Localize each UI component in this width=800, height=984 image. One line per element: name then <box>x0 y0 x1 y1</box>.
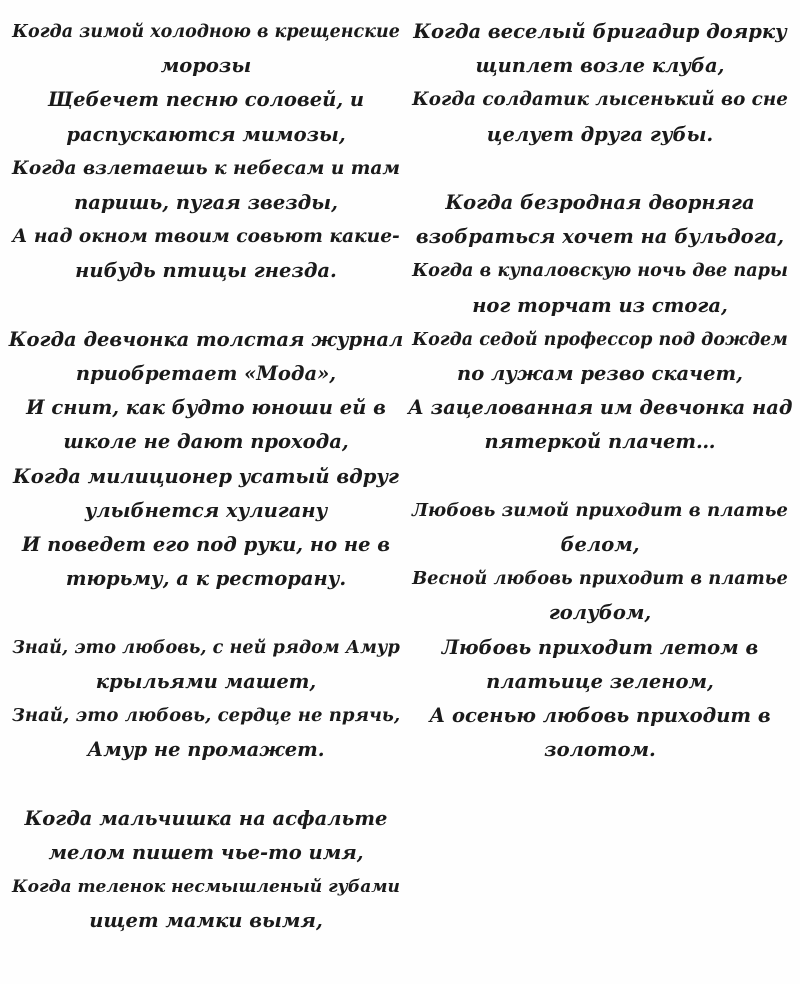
verse-line: Когда девчонка толстая журнал <box>8 327 404 351</box>
chorus-stanza <box>408 494 792 768</box>
verse-line: ищет мамки вымя, <box>89 909 323 933</box>
verse-line: паришь, пугая звезды, <box>74 191 338 215</box>
verse-line: улыбнется хулигану <box>84 498 328 522</box>
verse-line: пятеркой плачет… <box>484 430 716 454</box>
verse-line: Когда в купаловскую ночь две пары <box>412 260 788 282</box>
verse-line: Когда седой профессор под дождем <box>412 329 788 350</box>
verse-line: Весной любовь приходит в платье <box>412 568 788 590</box>
verse-line: А над окном твоим совьют какие- <box>12 226 400 248</box>
verse-line: золотом. <box>544 738 656 762</box>
verse-line: взобраться хочет на бульдога, <box>415 225 785 249</box>
right-text-column <box>408 15 792 802</box>
stanza <box>408 186 792 460</box>
verse-line: по лужам резво скачет, <box>457 362 743 386</box>
verse-line: Амур не промажет. <box>87 738 325 762</box>
verse-line: белом, <box>560 533 640 557</box>
verse-line: Когда теленок несмышленый губами <box>12 877 400 898</box>
verse-line: морозы <box>160 54 252 78</box>
verse-line: мелом пишет чье-то имя, <box>48 840 364 864</box>
verse-line: Когда зимой холодною в крещенские <box>12 22 400 42</box>
verse-line: Когда взлетаешь к небесам и там <box>11 157 400 179</box>
verse-line: платьице зеленом, <box>486 669 714 693</box>
verse-line: Знай, это любовь, с ней рядом Амур <box>12 636 400 658</box>
verse-line: Когда солдатик лысенький во сне <box>412 89 788 111</box>
stanza <box>8 323 404 597</box>
verse-line: Любовь приходит летом в <box>441 635 759 659</box>
chorus-stanza <box>8 631 404 768</box>
verse-line: Когда милиционер усатый вдруг <box>12 464 399 488</box>
left-text-column <box>8 15 404 973</box>
verse-line: нибудь птицы гнезда. <box>75 259 337 283</box>
verse-line: Когда мальчишка на асфальте <box>24 806 388 830</box>
verse-line: ног торчат из стога, <box>472 293 728 317</box>
stanza <box>8 15 404 289</box>
verse-line: крыльями машет, <box>95 669 317 693</box>
verse-line: Когда безродная дворняга <box>445 191 755 214</box>
verse-line: распускаются мимозы, <box>66 122 346 146</box>
verse-line: щиплет возле клуба, <box>475 54 725 78</box>
stanza <box>8 802 404 939</box>
verse-line: Щебечет песню соловей, и <box>47 88 365 112</box>
verse-line: И снит, как будто юноши ей в <box>26 396 386 420</box>
verse-line: приобретает «Мода», <box>75 362 337 386</box>
verse-line: А зацелованная им девчонка над <box>408 396 793 420</box>
verse-line: целует друга губы. <box>486 122 714 146</box>
verse-line: голубом, <box>548 601 652 625</box>
verse-line: А осенью любовь приходит в <box>429 704 771 728</box>
verse-line: Любовь зимой приходит в платье <box>412 499 788 521</box>
verse-line: Когда веселый бригадир доярку <box>413 20 787 43</box>
verse-line: И поведет его под руки, но не в <box>21 533 391 557</box>
verse-line: тюрьму, а к ресторану. <box>65 567 347 591</box>
verse-line: Знай, это любовь, сердце не прячь, <box>11 705 401 727</box>
verse-line: школе не дают прохода, <box>63 430 349 454</box>
stanza <box>408 15 792 152</box>
